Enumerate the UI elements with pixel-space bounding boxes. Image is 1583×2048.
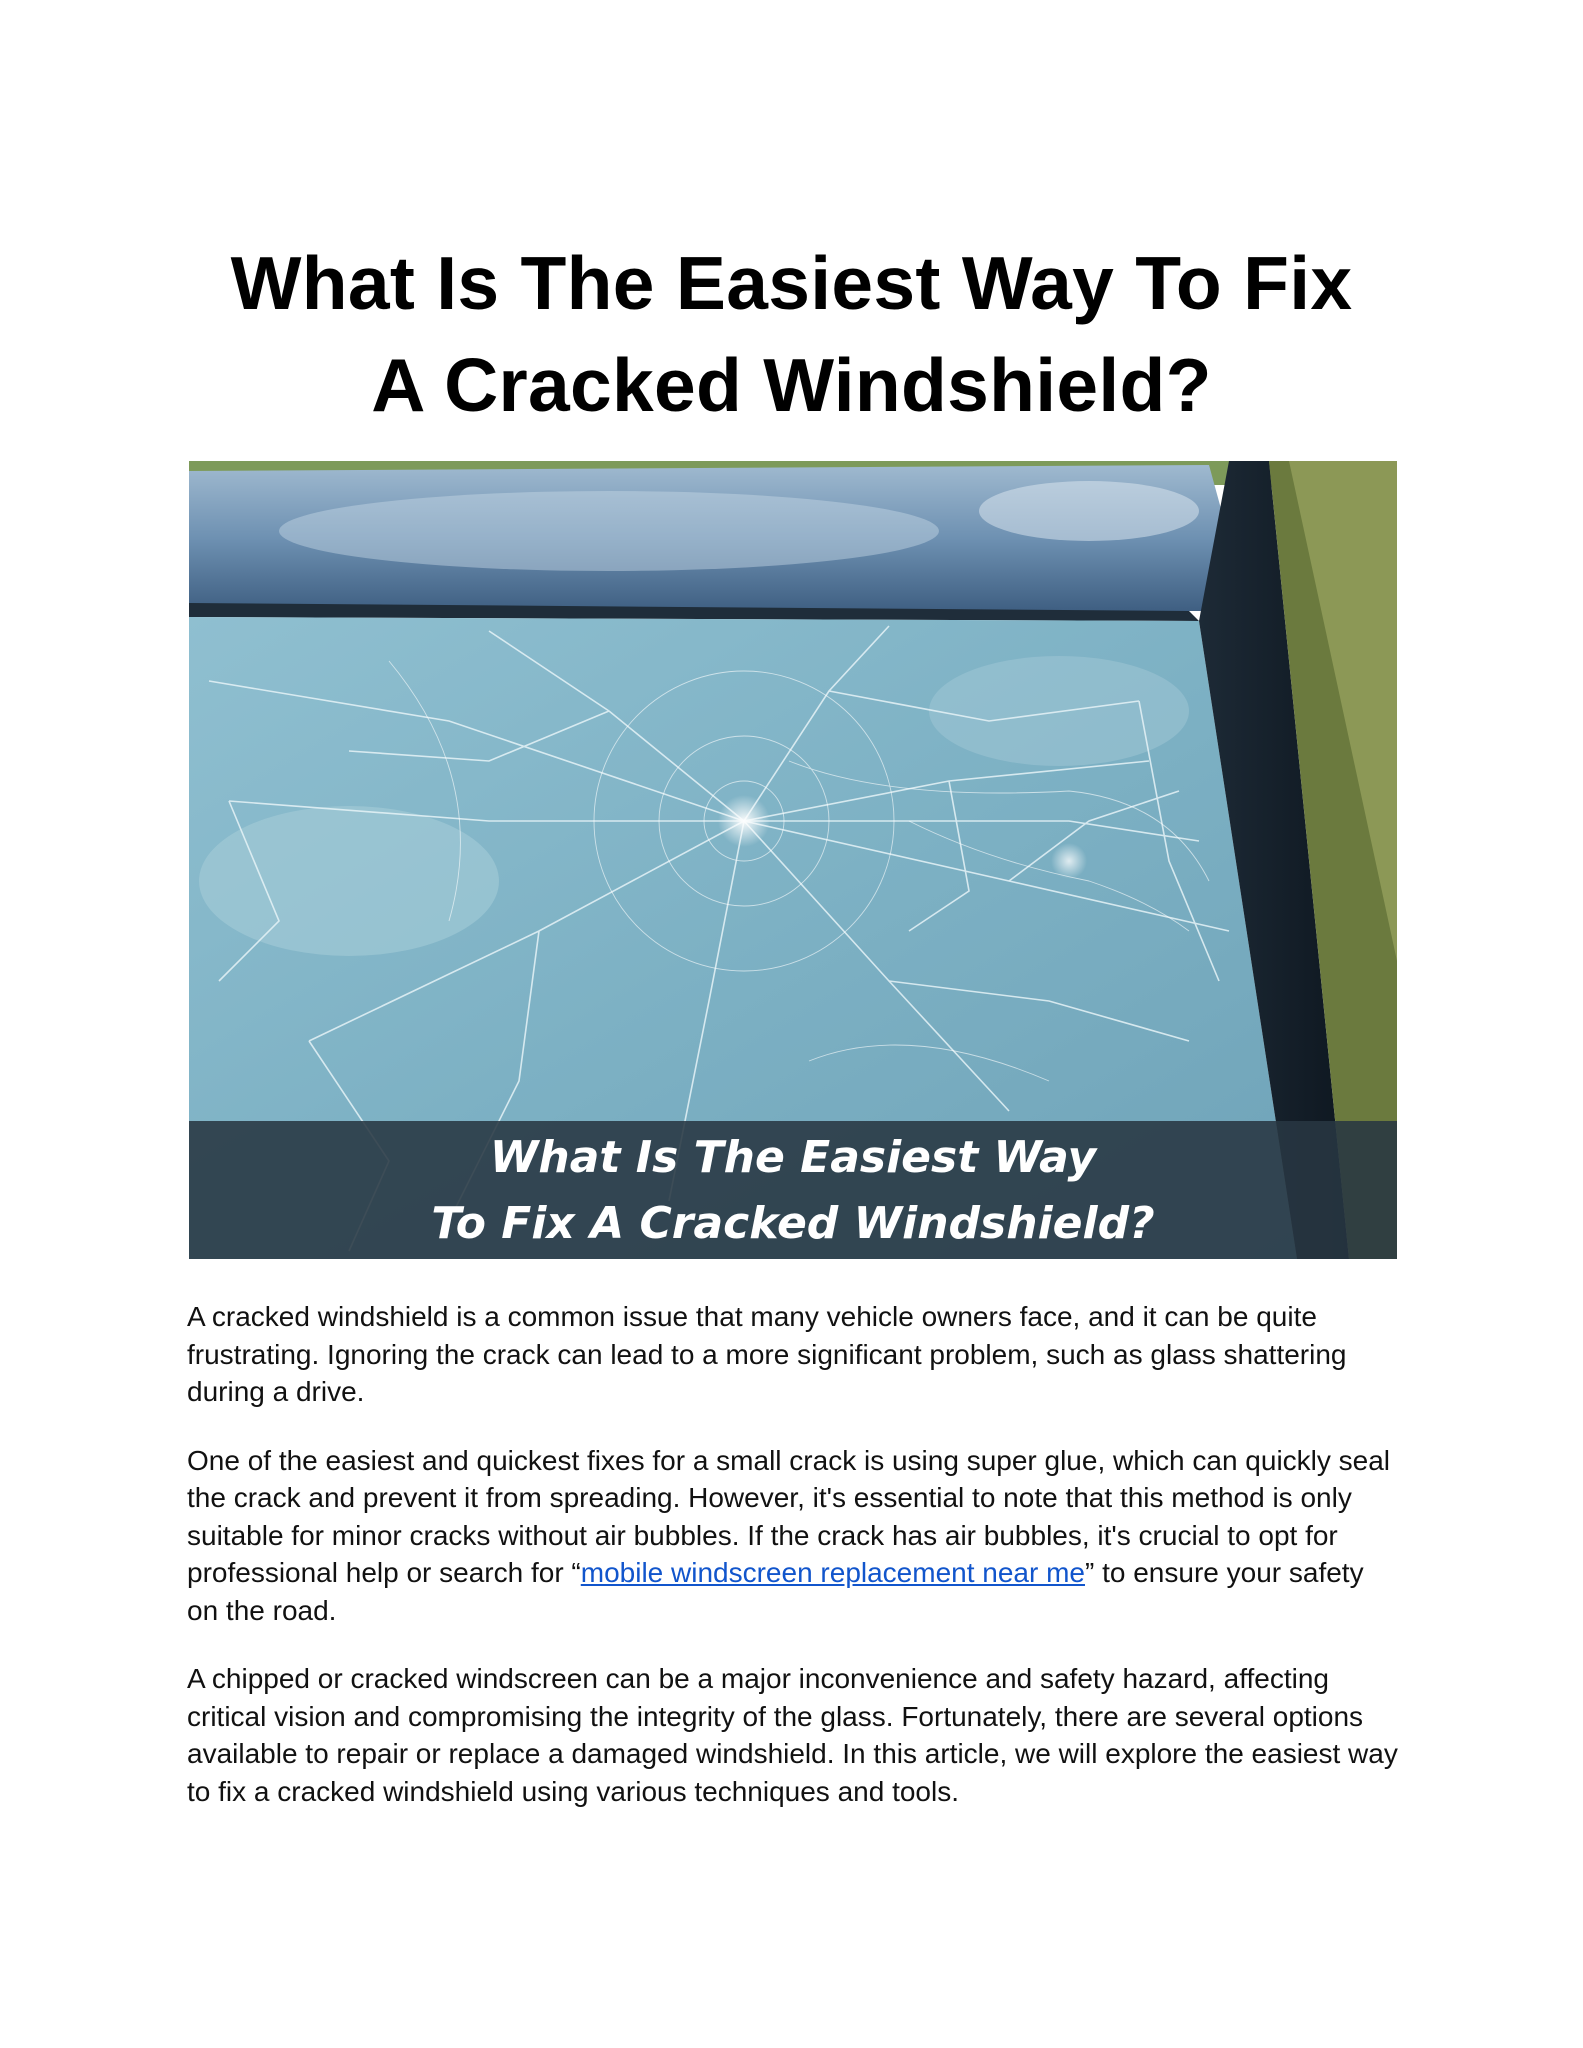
page-title <box>188 232 1395 436</box>
paragraph-intro: A cracked windshield is a common issue that many vehicle owners face, and it can be quite frustrating. Ignoring the crack can lead to a more significant problem, such as glass shattering during a drive. <box>187 1301 1347 1407</box>
hero-caption-line-2: To Fix A Cracked Windshield? <box>431 1198 1155 1249</box>
hero-image <box>189 461 1397 1259</box>
article-body <box>187 1298 1402 1841</box>
paragraph-super-glue-text-after: ” to ensure your safety on the road. <box>187 1557 1364 1626</box>
title-line-2: A Cracked Windshield? <box>371 343 1212 427</box>
paragraph-super-glue <box>187 1442 1402 1630</box>
paragraph-overview: A chipped or cracked windscreen can be a major inconvenience and safety hazard, affecting critical vision and compromising the integrity of the glass. Fortunately, there are several options available to repair or replace a damaged windshield. In this article, we will explore the easiest way to fix a cracked windshield using various techniques and tools. <box>187 1663 1398 1807</box>
hero-caption-band <box>189 1121 1397 1259</box>
hero-caption-line-1: What Is The Easiest Way <box>489 1132 1097 1183</box>
title-line-1: What Is The Easiest Way To Fix <box>230 241 1353 325</box>
mobile-windscreen-replacement-link[interactable]: mobile windscreen replacement near me <box>580 1557 1085 1588</box>
paragraph-super-glue-text-before: One of the easiest and quickest fixes for a small crack is using super glue, which can quickly seal the crack and prevent it from spreading. However, it's essential to note that this method is only suitable for minor cracks without air bubbles. If the crack has air bubbles, it's crucial to opt for professional help or search for “ <box>187 1444 1391 1588</box>
